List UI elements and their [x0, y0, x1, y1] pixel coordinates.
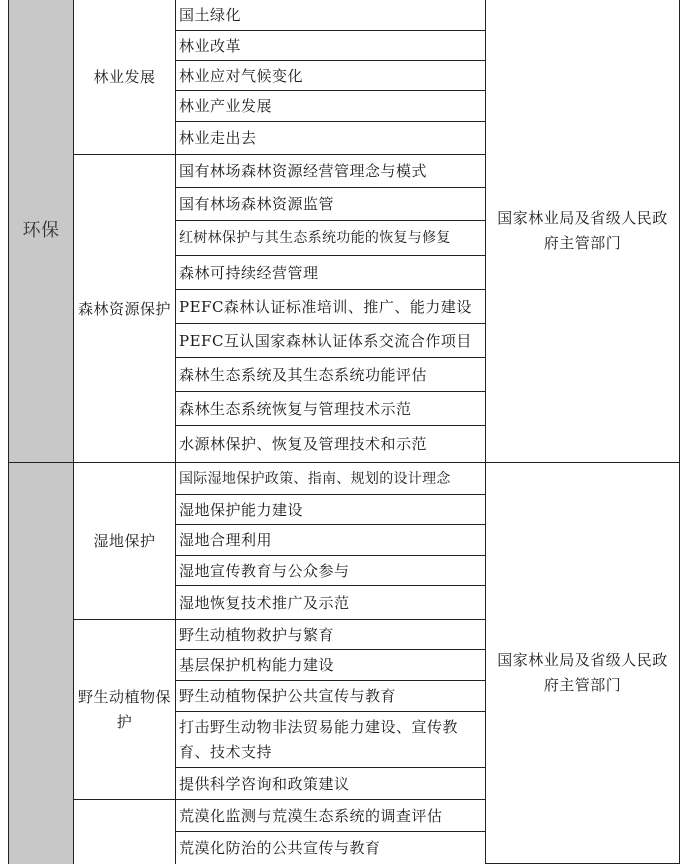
table-row	[176, 620, 486, 650]
section-name: 湿地保护	[93, 532, 156, 550]
department-cell	[486, 0, 680, 463]
item-text: 打击野生动物非法贸易能力建设、宣传教育、技术支持	[179, 717, 459, 761]
item-text: 森林可持续经营管理	[179, 263, 319, 282]
table-row	[176, 832, 486, 864]
table-row	[176, 495, 486, 525]
table-row	[176, 463, 486, 495]
item-text: 国有林场森林资源经营管理念与模式	[179, 162, 428, 180]
table-row	[176, 586, 486, 620]
table-row	[176, 221, 486, 256]
item-text: 林业走出去	[179, 129, 257, 147]
item-text: 湿地恢复技术推广及示范	[179, 593, 350, 612]
item-text: 野生动植物救护与繁育	[179, 625, 335, 644]
item-text: 林业改革	[179, 36, 242, 55]
table-row	[176, 650, 486, 681]
category-cell-environment	[8, 0, 74, 463]
table-row	[176, 122, 486, 155]
section-name: 林业发展	[93, 68, 156, 86]
item-text: 林业产业发展	[179, 97, 273, 115]
section-name: 森林资源保护	[77, 299, 171, 318]
item-text: 提供科学咨询和政策建议	[179, 774, 350, 793]
table-row	[176, 256, 486, 290]
item-text: 森林生态系统恢复与管理技术示范	[179, 399, 412, 418]
table-row	[176, 392, 486, 426]
table-row	[176, 31, 486, 61]
department-text: 国家林业局及省级人民政府主管部门	[497, 209, 668, 252]
section-wildlife-protection	[74, 620, 176, 800]
section-forestry-development	[74, 0, 176, 155]
table-row	[176, 681, 486, 712]
item-text: 基层保护机构能力建设	[179, 656, 335, 674]
table-row	[176, 712, 486, 768]
table-row	[176, 61, 486, 91]
table-row	[176, 800, 486, 832]
item-text: PEFC互认国家森林认证体系交流合作项目	[179, 331, 472, 350]
table-row	[176, 324, 486, 358]
category-cell-continued	[8, 463, 74, 864]
item-text: 湿地保护能力建设	[179, 500, 304, 519]
table-row	[176, 290, 486, 324]
table-row	[176, 0, 486, 31]
table-row	[176, 556, 486, 586]
table-row	[176, 768, 486, 800]
section-desertification	[74, 800, 176, 864]
item-text: 红树林保护与其生态系统功能的恢复与修复	[179, 230, 451, 246]
table-row	[176, 91, 486, 122]
item-text: 林业应对气候变化	[179, 66, 304, 85]
table-row	[176, 358, 486, 392]
section-forest-resource-protection	[74, 155, 176, 463]
table-row	[176, 426, 486, 463]
item-text: 荒漠化防治的公共宣传与教育	[179, 839, 381, 857]
project-table	[8, 0, 680, 864]
item-text: PEFC森林认证标准培训、推广、能力建设	[179, 297, 472, 316]
item-text: 湿地宣传教育与公众参与	[179, 561, 350, 580]
item-text: 国际湿地保护政策、指南、规划的设计理念	[179, 470, 451, 487]
table-row	[176, 188, 486, 221]
department-text: 国家林业局及省级人民政府主管部门	[497, 651, 668, 694]
table-row	[176, 525, 486, 556]
department-cell	[486, 463, 680, 864]
item-text: 野生动植物保护公共宣传与教育	[179, 687, 397, 705]
section-name: 野生动植物保护	[77, 687, 171, 731]
item-text: 荒漠化监测与荒漠生态系统的调查评估	[179, 806, 443, 825]
item-text: 森林生态系统及其生态系统功能评估	[179, 365, 428, 384]
table-row	[176, 155, 486, 188]
item-text: 国有林场森林资源监管	[179, 195, 335, 213]
item-text: 湿地合理利用	[179, 531, 273, 549]
section-wetland-protection	[74, 463, 176, 620]
category-label: 环保	[22, 220, 60, 241]
item-text: 水源林保护、恢复及管理技术和示范	[179, 435, 428, 453]
item-text: 国土绿化	[179, 6, 242, 24]
